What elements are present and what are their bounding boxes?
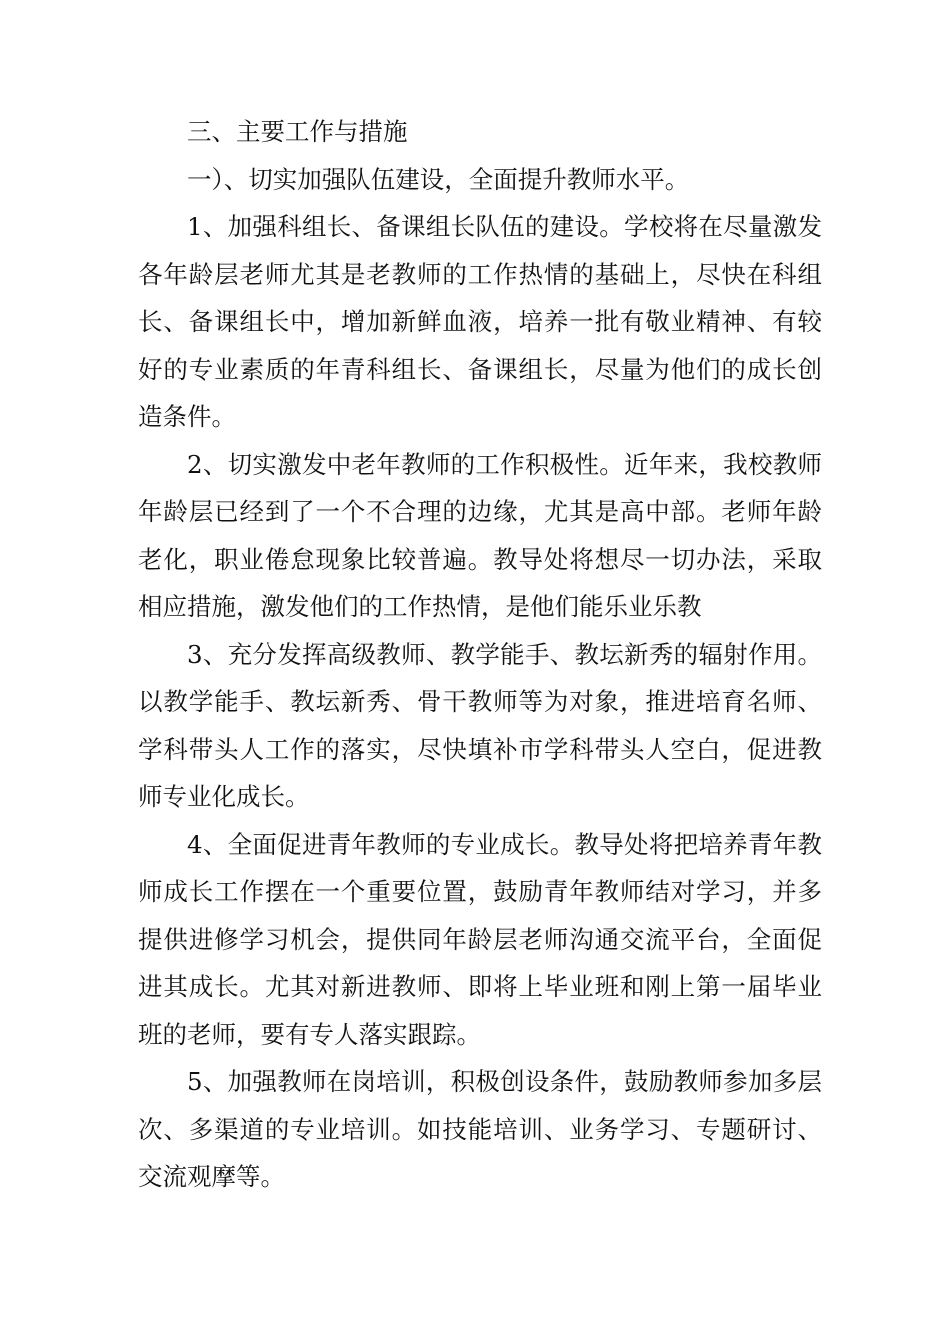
paragraph-1: 1、加强科组长、备课组长队伍的建设。学校将在尽量激发各年龄层老师尤其是老教师的工作热情的基础上，尽快在科组长、备课组长中，增加新鲜血液，培养一批有敬业精神、有较好的专业素质的年青科组长、备课组长，尽量为他们的成长创造条件。	[138, 212, 822, 431]
paragraph-4: 4、全面促进青年教师的专业成长。教导处将把培养青年教师成长工作摆在一个重要位置，鼓励青年教师结对学习，并多提供进修学习机会，提供同年龄层老师沟通交流平台，全面促进其成长。尤其对新进教师、即将上毕业班和刚上第一届毕业班的老师，要有专人落实跟踪。	[138, 829, 822, 1049]
paragraph-2: 2、切实激发中老年教师的工作积极性。近年来，我校教师年龄层已经到了一个不合理的边缘，尤其是高中部。老师年龄老化，职业倦怠现象比较普遍。教导处将想尽一切办法，采取相应措施，激发他们的工作热情，是他们能乐业乐教	[138, 449, 822, 621]
subsection-heading: 一）、切实加强队伍建设，全面提升教师水平。	[187, 164, 690, 194]
paragraph-3: 3、充分发挥高级教师、教学能手、教坛新秀的辐射作用。以教学能手、教坛新秀、骨干教师等为对象，推进培育名师、学科带头人工作的落实，尽快填补市学科带头人空白，促进教师专业化成长。	[138, 639, 822, 811]
document-page	[138, 108, 822, 1201]
paragraph-5: 5、加强教师在岗培训，积极创设条件，鼓励教师参加多层次、多渠道的专业培训。如技能培训、业务学习、专题研讨、交流观摩等。	[138, 1067, 822, 1191]
section-heading: 三、主要工作与措施	[187, 117, 408, 146]
